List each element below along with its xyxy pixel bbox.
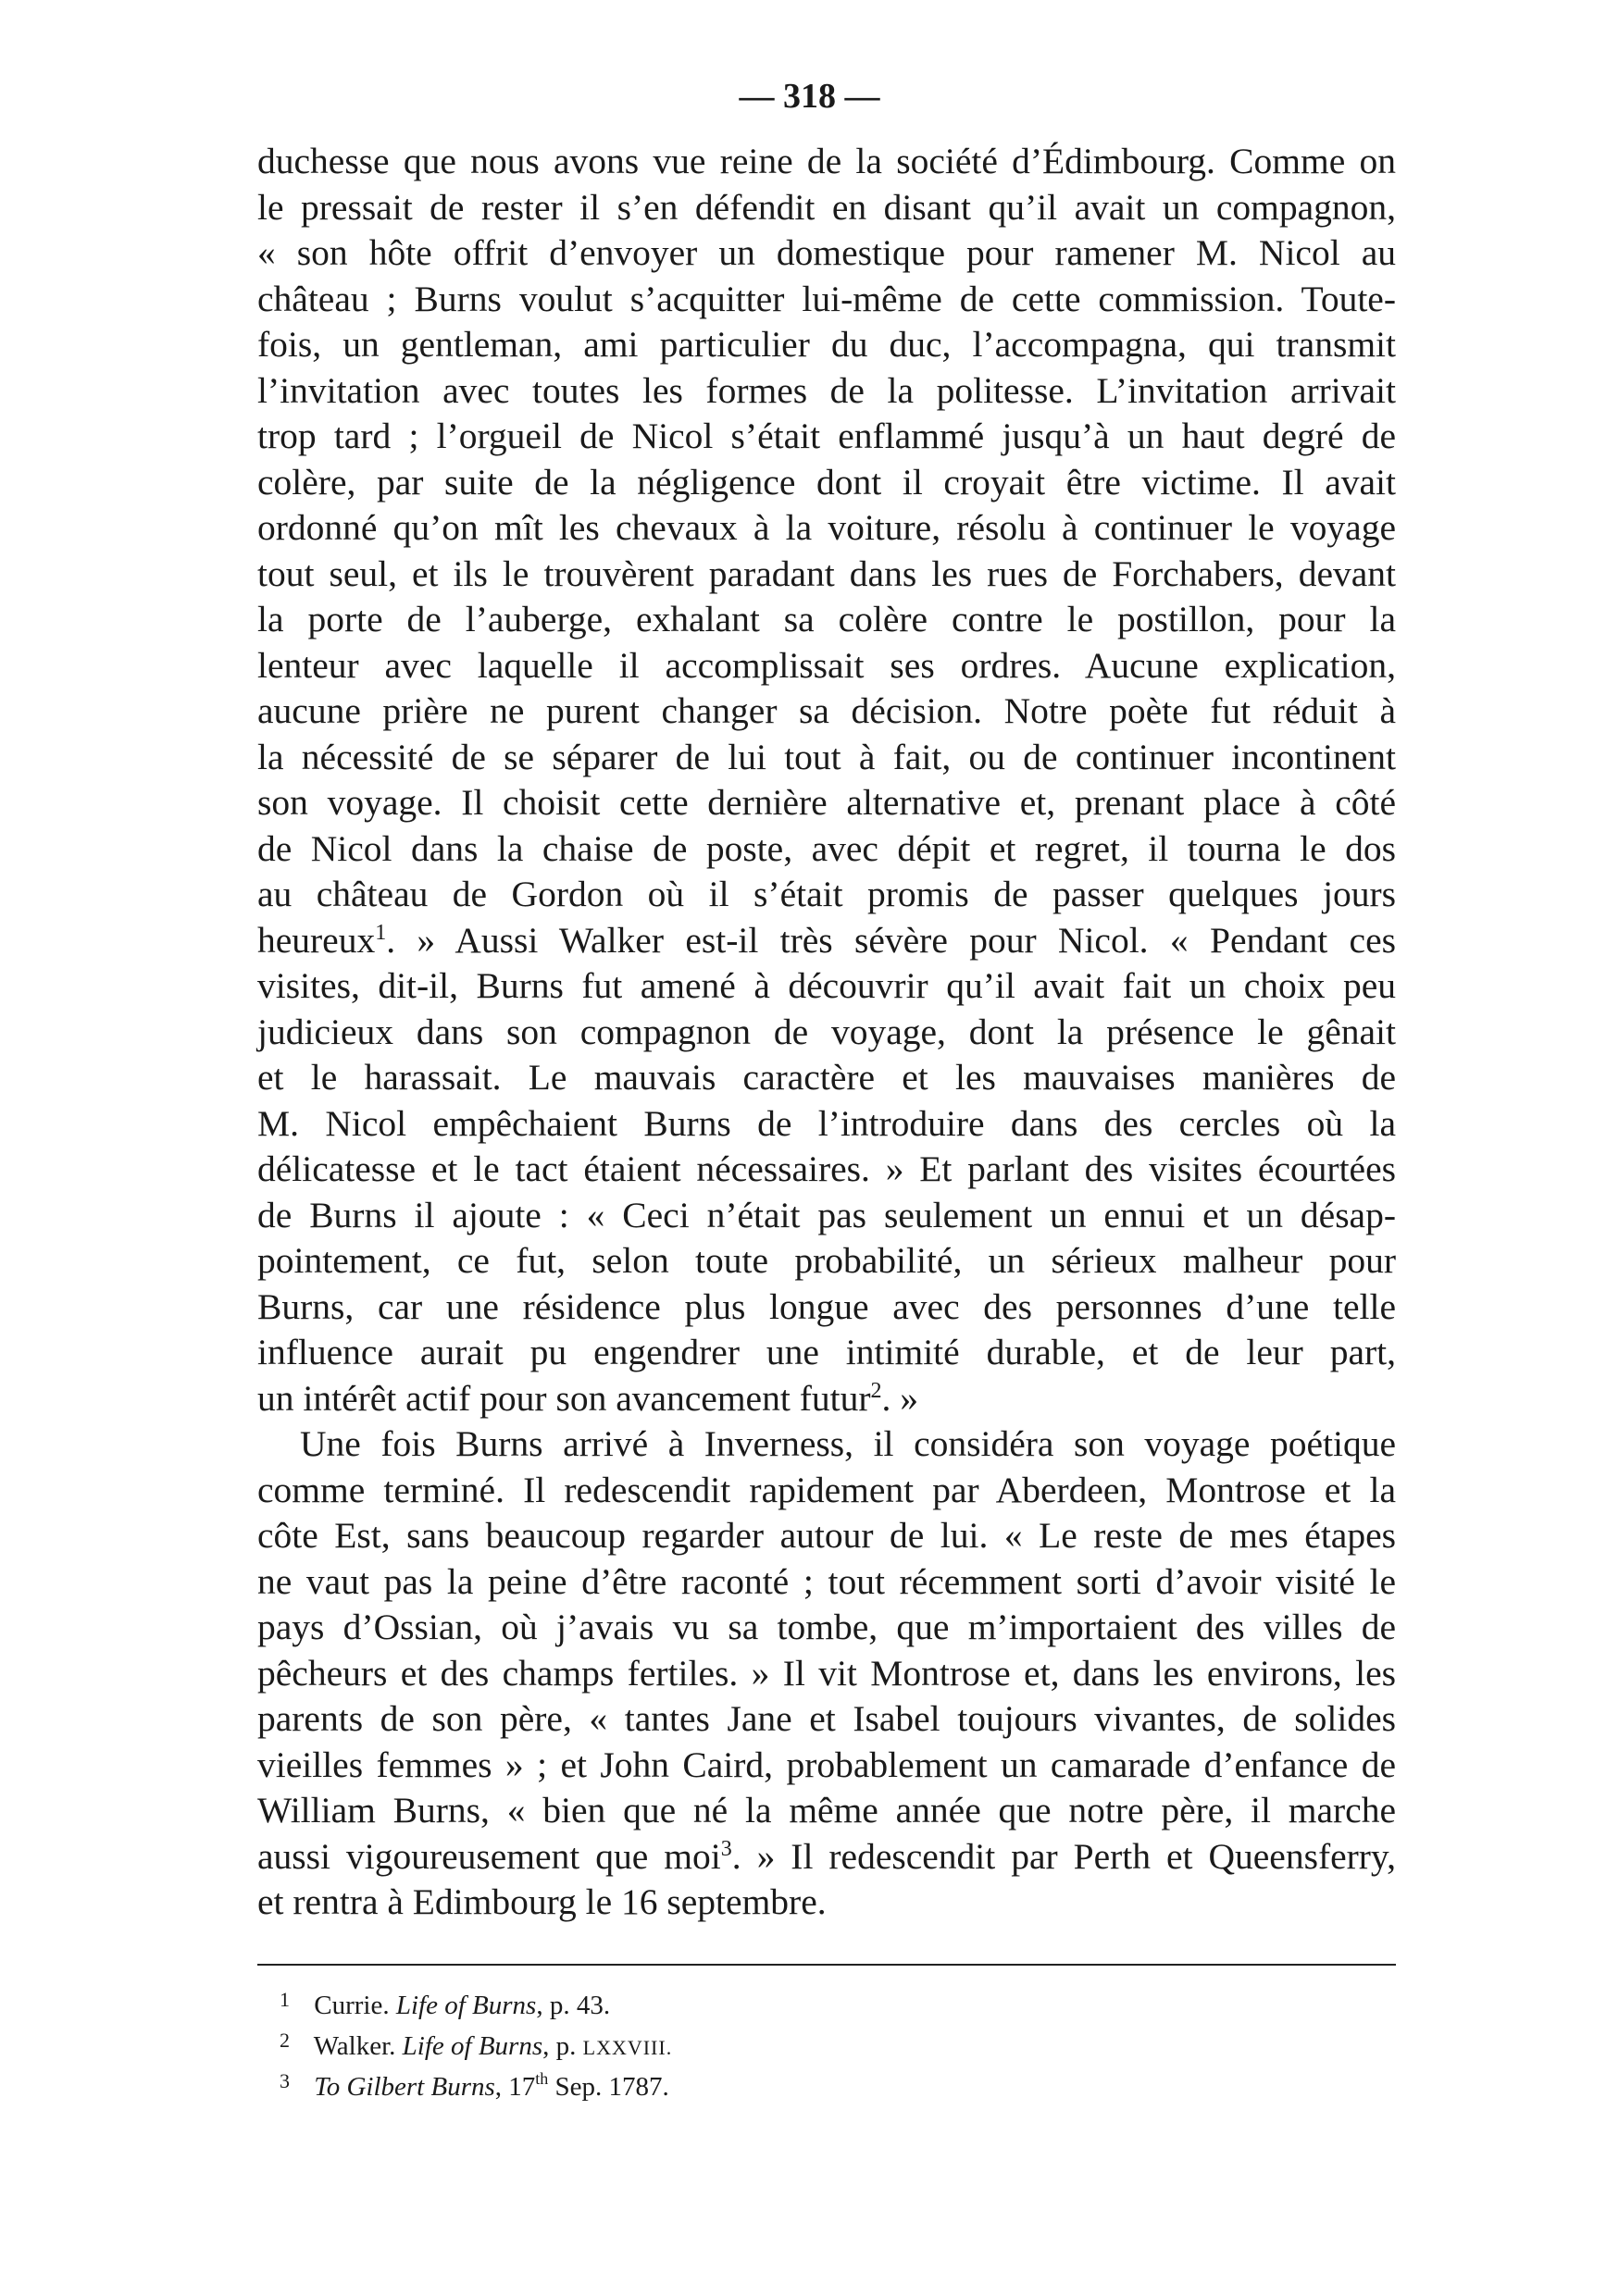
- text-line: délicatesse et le tact étaient nécessaires. » Et parlant des visites écourtées: [257, 1148, 1396, 1189]
- text-line: pays d’Ossian, où j’avais vu sa tombe, que m’importaient des villes de: [257, 1607, 1396, 1647]
- text-line: la porte de l’auberge, exhalant sa colère contre le postillon, pour la: [257, 599, 1396, 639]
- main-text: [257, 139, 1396, 1926]
- text-line: [257, 918, 1396, 964]
- footnote-ref-1[interactable]: 1: [375, 920, 387, 945]
- footnote-date: Sep. 1787.: [554, 2072, 669, 2102]
- text-line: aucune prière ne purent changer sa décision. Notre poète fut réduit à: [257, 690, 1396, 731]
- text-line: château ; Burns voulut s’acquitter lui-même de cette commission. Toute-: [257, 278, 1396, 319]
- text-line: lenteur avec laquelle il accomplissait ses ordres. Aucune explication,: [257, 644, 1396, 686]
- footnote-1: 1 Currie. Life of Burns, p. 43.: [280, 1988, 611, 2020]
- footnote-ref-2[interactable]: 2: [870, 1378, 882, 1403]
- text-line: pêcheurs et des champs fertiles. » Il vit Montrose et, dans les environs, les: [257, 1652, 1396, 1694]
- text-line: parents de son père, « tantes Jane et Isabel toujours vivantes, de solides: [257, 1698, 1396, 1739]
- text-line: trop tard ; l’orgueil de Nicol s’était enflammé jusqu’à un haut degré de: [257, 416, 1396, 456]
- footnote-roman-page: LXXVIII.: [582, 2036, 673, 2059]
- text-line: pointement, ce fut, selon toute probabilité, un sérieux malheur pour: [257, 1240, 1396, 1281]
- text-line: fois, un gentleman, ami particulier du duc, l’accompagna, qui transmit: [257, 324, 1396, 365]
- text-line: tout seul, et ils le trouvèrent paradant dans les rues de Forchabers, devant: [257, 552, 1396, 594]
- footnote-3: 3 To Gilbert Burns, 17th Sep. 1787.: [280, 2069, 669, 2102]
- text-line: comme terminé. Il redescendit rapidement par Aberdeen, Montrose et la: [257, 1469, 1396, 1510]
- text-fragment: heureux: [257, 919, 376, 961]
- text-fragment: . » Il redescendit par Perth et Queensferry,: [731, 1835, 1396, 1877]
- text-line: et le harassait. Le mauvais caractère et les mauvaises manières de: [257, 1057, 1396, 1098]
- text-line: judicieux dans son compagnon de voyage, dont la présence le gênait: [257, 1011, 1396, 1052]
- text-line: [257, 1376, 1396, 1422]
- text-line: le pressait de rester il s’en défendit en disant qu’il avait un compagnon,: [257, 186, 1396, 228]
- footnotes: [280, 1985, 1390, 2107]
- text-line: influence aurait pu engendrer une intimité durable, et de leur part,: [257, 1332, 1396, 1372]
- footnote-2: 2 Walker. Life of Burns, p. LXXVIII.: [280, 2029, 673, 2061]
- footnote-rest: ,: [494, 2072, 503, 2102]
- text-line: William Burns, « bien que né la même année que notre père, il marche: [257, 1790, 1396, 1831]
- text-line: Burns, car une résidence plus longue avec des personnes d’une telle: [257, 1285, 1396, 1327]
- footnote-title: Life of Burns: [395, 1991, 537, 2020]
- footnote-author: Currie.: [314, 1991, 390, 2020]
- footnote-rest: , p. 43.: [536, 1991, 611, 2020]
- text-line: son voyage. Il choisit cette dernière alternative et, prenant place à côté: [257, 782, 1396, 823]
- text-line: ordonné qu’on mît les chevaux à la voiture, résolu à continuer le voyage: [257, 507, 1396, 548]
- text-line: au château de Gordon où il s’était promis de passer quelques jours: [257, 874, 1396, 914]
- text-line: visites, dit-il, Burns fut amené à découvrir qu’il avait fait un choix peu: [257, 965, 1396, 1006]
- footnote-title: To Gilbert Burns: [314, 2072, 495, 2102]
- text-line: colère, par suite de la négligence dont il croyait être victime. Il avait: [257, 461, 1396, 503]
- text-line: duchesse que nous avons vue reine de la société d’Édimbourg. Comme on: [257, 141, 1396, 181]
- text-line: de Nicol dans la chaise de poste, avec dépit et regret, il tourna le dos: [257, 827, 1396, 869]
- page-number: — 318 —: [739, 77, 880, 116]
- text-line: côte Est, sans beaucoup regarder autour de lui. « Le reste de mes étapes: [257, 1515, 1396, 1556]
- text-line: « son hôte offrit d’envoyer un domestique pour ramener M. Nicol au: [257, 232, 1396, 273]
- footnote-separator: [257, 1964, 1396, 1966]
- footnote-rest: , p.: [542, 2031, 577, 2061]
- footnote-day-suffix: th: [535, 2069, 549, 2088]
- footnote-author: Walker.: [313, 2031, 396, 2061]
- text-line: Une fois Burns arrivé à Inverness, il considéra son voyage poétique: [300, 1423, 1396, 1464]
- text-line: et rentra à Edimbourg le 16 septembre.: [257, 1881, 827, 1922]
- text-line: M. Nicol empêchaient Burns de l’introduire dans des cercles où la: [257, 1102, 1396, 1144]
- footnote-ref-3[interactable]: 3: [720, 1836, 732, 1861]
- text-line: [257, 1834, 1396, 1880]
- text-fragment: . » Aussi Walker est-il très sévère pour Nicol. « Pendant ces: [386, 919, 1396, 961]
- text-fragment: un intérêt actif pour son avancement futur: [257, 1377, 871, 1419]
- footnote-title: Life of Burns: [402, 2031, 543, 2061]
- footnote-day: 17: [508, 2072, 536, 2102]
- text-line: ne vaut pas la peine d’être raconté ; tout récemment sorti d’avoir visité le: [257, 1560, 1396, 1602]
- text-line: la nécessité de se séparer de lui tout à fait, ou de continuer incontinent: [257, 736, 1396, 777]
- text-fragment: aussi vigoureusement que moi: [257, 1835, 721, 1877]
- text-line: vieilles femmes » ; et John Caird, probablement un camarade d’enfance de: [257, 1744, 1396, 1785]
- text-fragment: . »: [881, 1377, 918, 1419]
- text-line: de Burns il ajoute : « Ceci n’était pas seulement un ennui et un désap-: [257, 1194, 1396, 1235]
- text-line: l’invitation avec toutes les formes de la politesse. L’invitation arrivait: [257, 369, 1396, 411]
